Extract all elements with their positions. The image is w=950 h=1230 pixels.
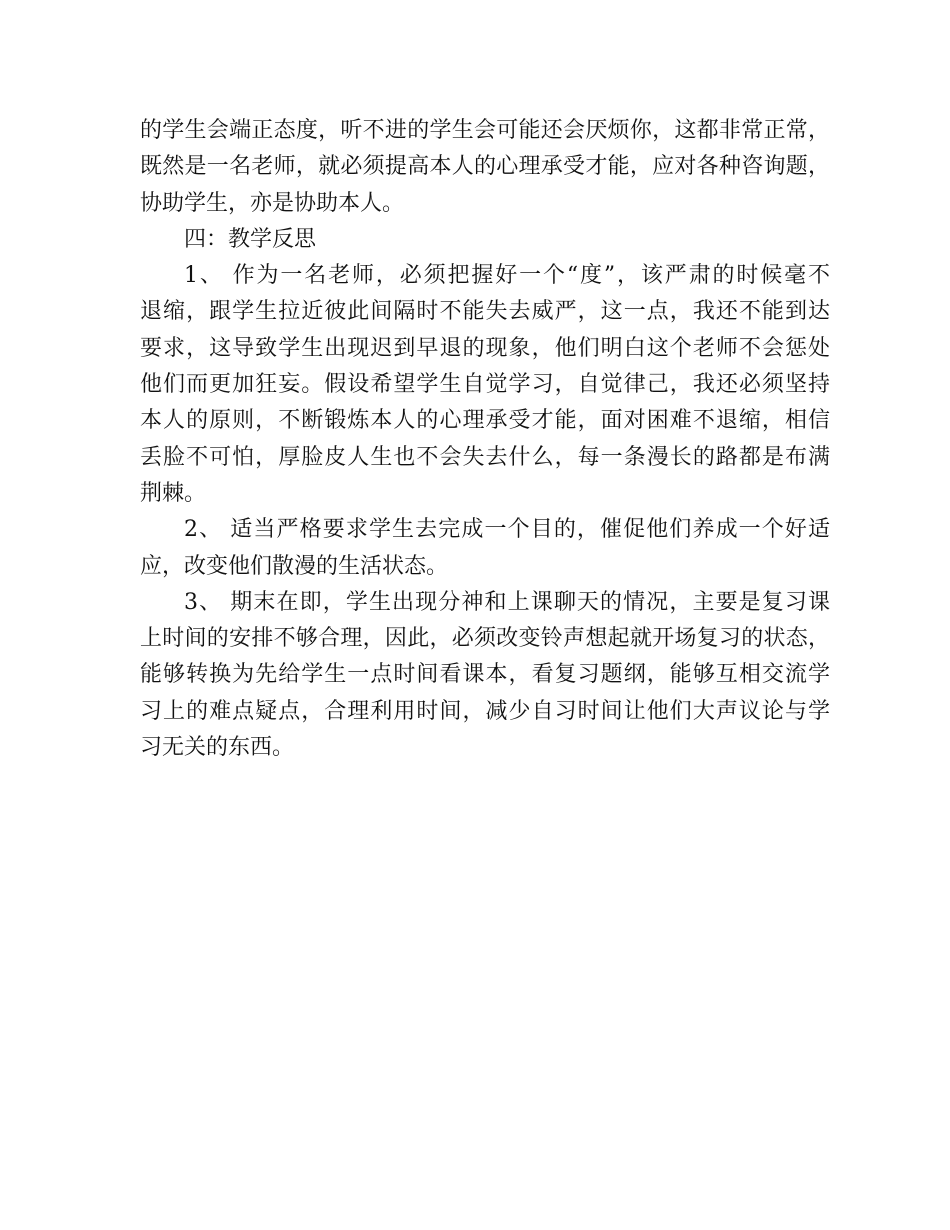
list-item-line: 1、 作为一名老师，必须把握好一个“度”，该严肃的时候毫不: [184, 263, 830, 289]
paragraph-line: 应，改变他们散漫的生活状态。: [140, 553, 449, 579]
list-item-line: 2、 适当严格要求学生去完成一个目的，催促他们养成一个好适: [184, 517, 830, 543]
section-heading: 四：教学反思: [184, 226, 317, 252]
paragraph-line: 协助学生，亦是协助本人。: [140, 190, 405, 216]
paragraph-line: 丢脸不可怕，厚脸皮人生也不会失去什么，每一条漫长的路都是布满: [140, 444, 830, 470]
paragraph-line: 上时间的安排不够合理，因此，必须改变铃声想起就开场复习的状态，: [140, 626, 830, 652]
paragraph-line: 习无关的东西。: [140, 735, 295, 761]
paragraph-line: 荆棘。: [140, 480, 207, 506]
document-body: [140, 113, 830, 766]
paragraph-line: 要求，这导致学生出现迟到早退的现象，他们明白这个老师不会惩处: [140, 335, 830, 361]
paragraph-line: 习上的难点疑点，合理利用时间，减少自习时间让他们大声议论与学: [140, 698, 830, 724]
paragraph-line: 的学生会端正态度，听不进的学生会可能还会厌烦你，这都非常正常，: [140, 118, 830, 143]
paragraph-line: 能够转换为先给学生一点时间看课本，看复习题纲，能够互相交流学: [140, 662, 830, 688]
paragraph-line: 退缩，跟学生拉近彼此间隔时不能失去威严，这一点，我还不能到达: [140, 299, 830, 325]
paragraph-line: 既然是一名老师，就必须提高本人的心理承受才能，应对各种咨询题，: [140, 154, 830, 180]
list-item-line: 3、 期末在即，学生出现分神和上课聊天的情况，主要是复习课: [184, 589, 830, 615]
paragraph-line: 他们而更加狂妄。假设希望学生自觉学习，自觉律己，我还必须坚持: [140, 372, 830, 398]
paragraph-line: 本人的原则，不断锻炼本人的心理承受才能，面对困难不退缩，相信: [140, 408, 830, 434]
